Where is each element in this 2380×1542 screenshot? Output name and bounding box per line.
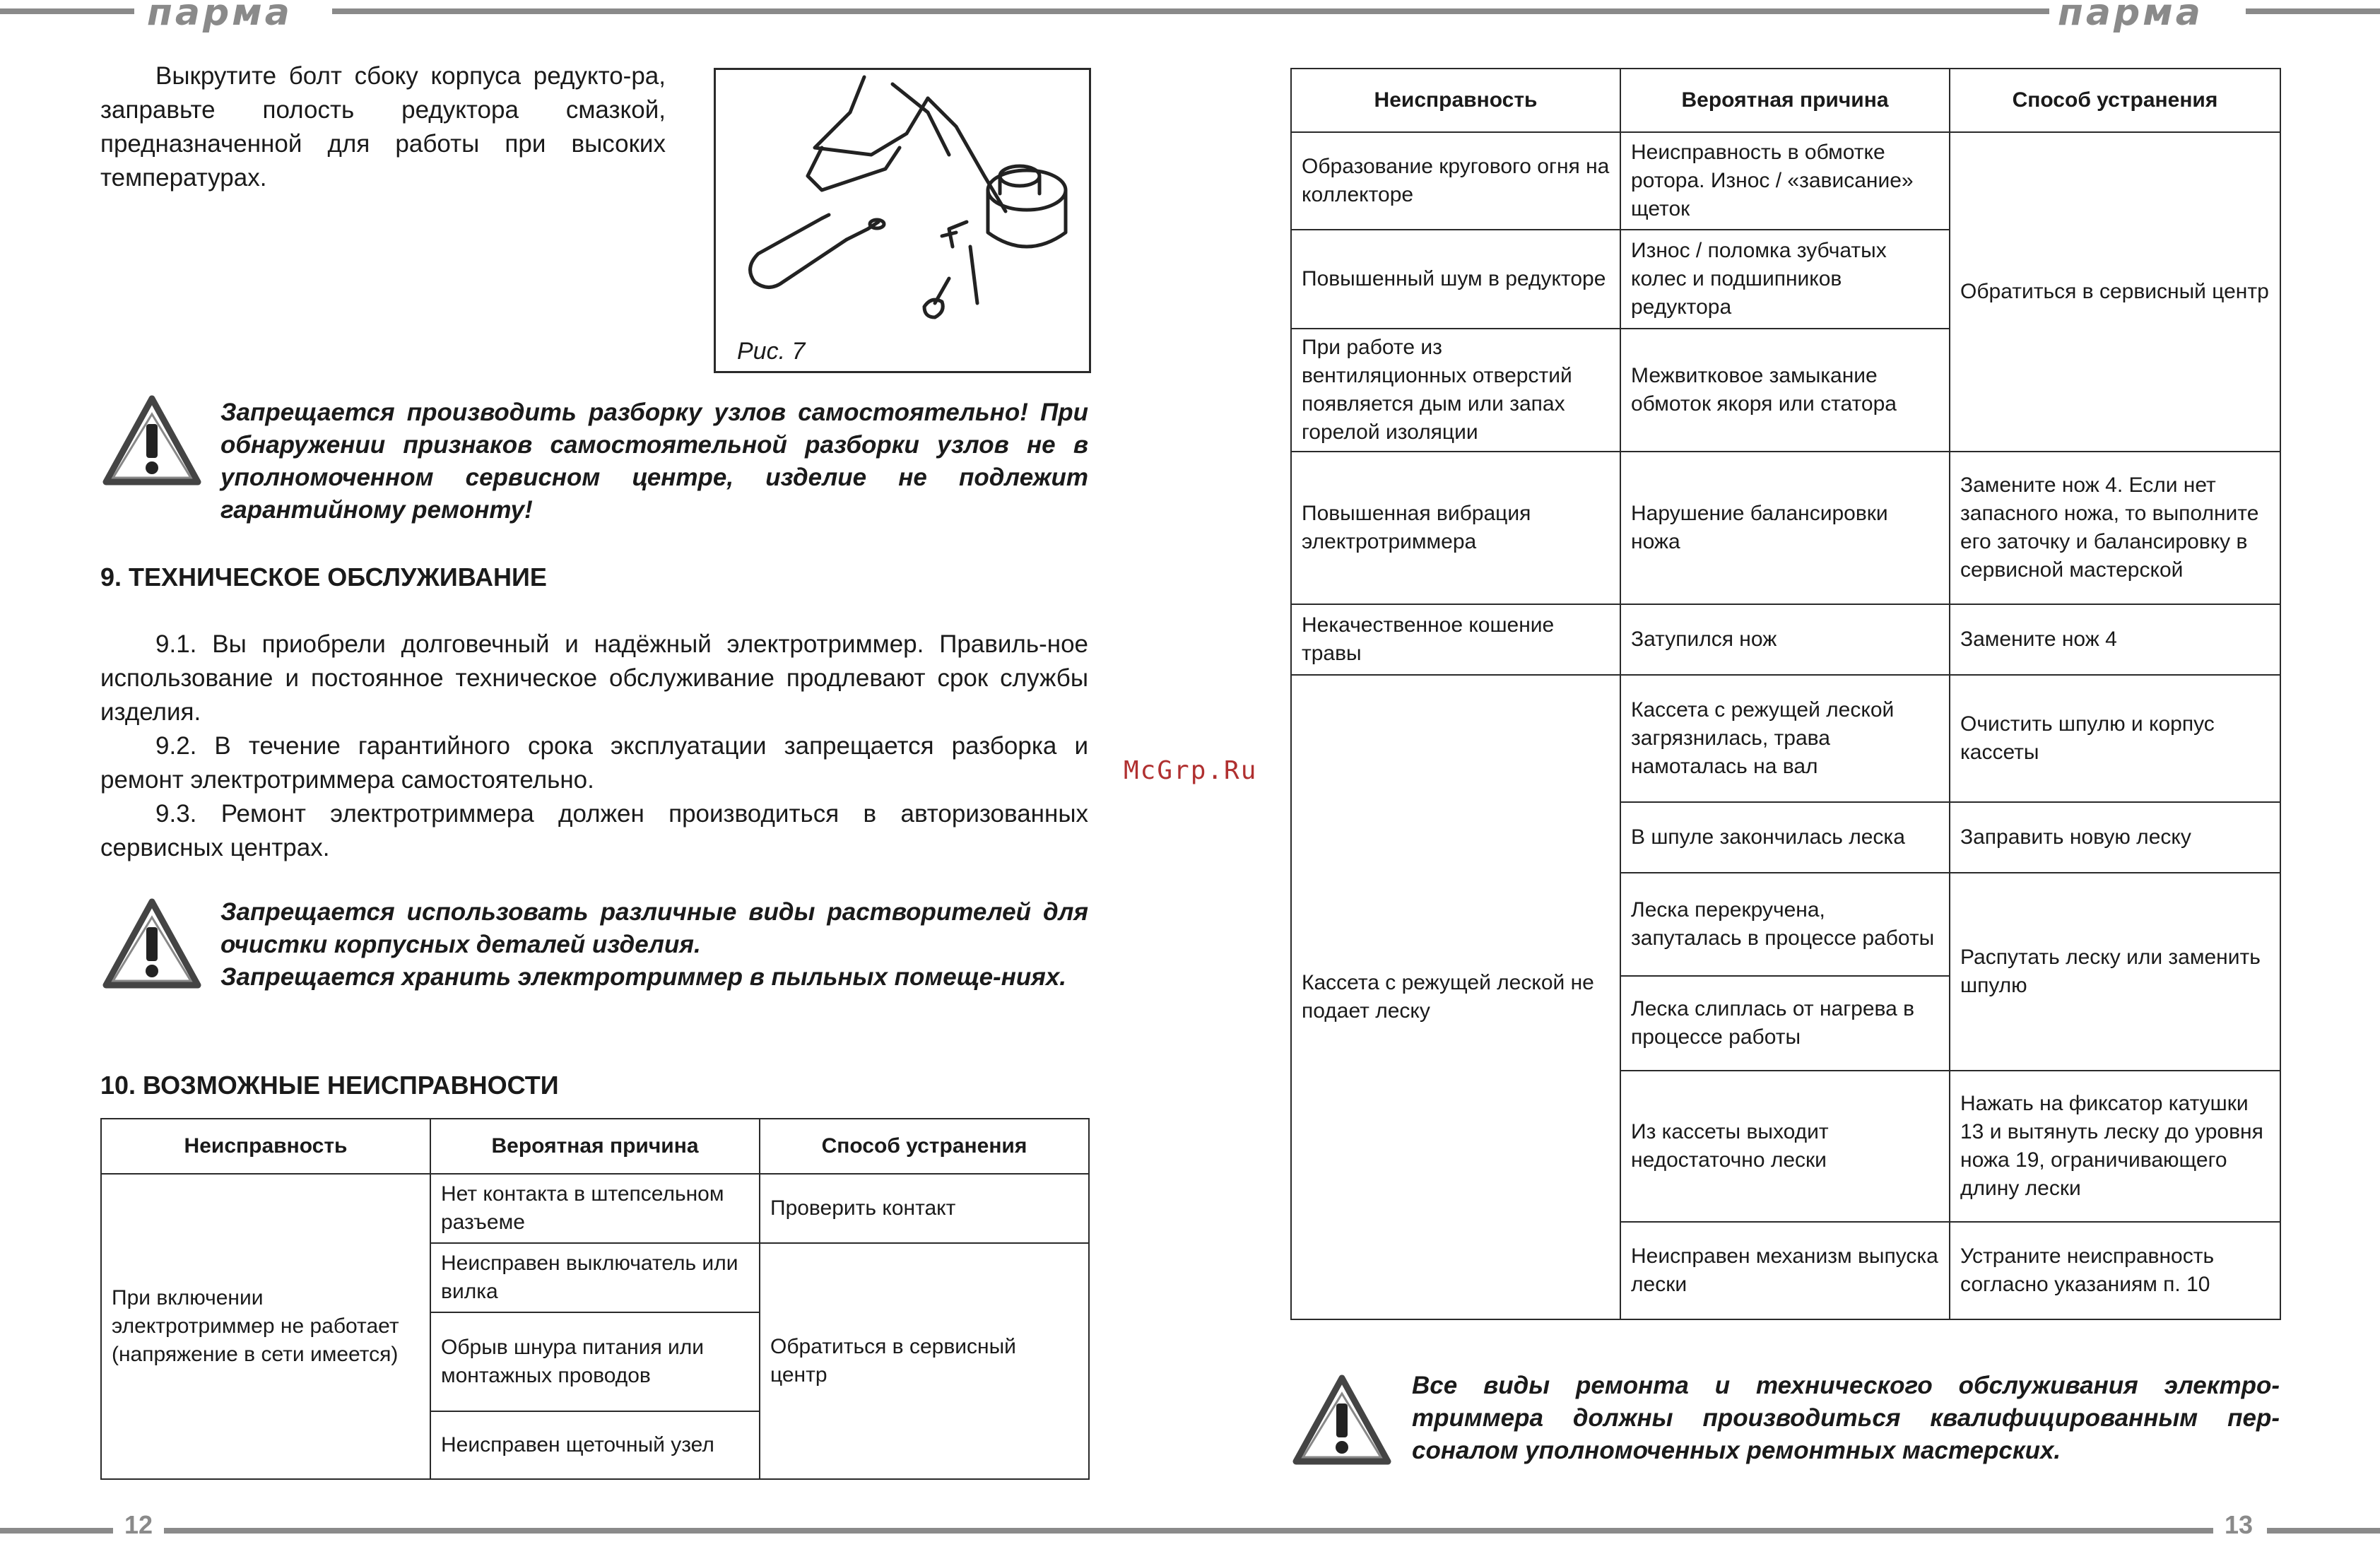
cause-cell: Износ / поломка зубчатых колес и подшипников редуктора <box>1620 230 1950 329</box>
page-number-right: 13 <box>2225 1510 2254 1539</box>
cause-cell: Неисправен механизм выпуска лески <box>1620 1222 1950 1319</box>
faults-table-right <box>1290 68 2281 1320</box>
cause-cell: Леска слиплась от нагрева в процессе работы <box>1620 976 1950 1071</box>
column-header: Неисправность <box>101 1119 430 1174</box>
fix-cell: Заправить новую леску <box>1950 802 2280 873</box>
warning-triangle-icon <box>100 393 204 489</box>
warning-disassembly: Запрещается производить разборку узлов самостоятельно! При обнаружении признаков самостоятельной разборки узлов не в уполномоченном сервисном центре, изделие не подлежит гарантийному ремонту! <box>220 399 1088 524</box>
fix-cell: Замените нож 4 <box>1950 604 2280 675</box>
figure-caption: Рис. 7 <box>737 338 806 365</box>
column-header: Вероятная причина <box>430 1119 760 1174</box>
column-header: Вероятная причина <box>1620 69 1950 132</box>
warning-solvents: Запрещается использовать различные виды растворителей для очистки корпусных деталей изделия. <box>220 898 1088 958</box>
cause-cell: Обрыв шнура питания или монтажных проводов <box>430 1312 760 1411</box>
fix-cell: Обратиться в сервисный центр <box>760 1243 1089 1479</box>
cause-cell: Неисправен выключатель или вилка <box>430 1243 760 1312</box>
warning-dusty-storage: Запрещается хранить электротриммер в пыльных помеще-ниях. <box>220 963 1067 991</box>
grease-gun-illustration <box>716 70 1089 371</box>
brand-logo-left: парма <box>147 0 293 34</box>
fault-cell: Образование кругового огня на коллекторе <box>1291 132 1620 230</box>
header-rule-left-b <box>332 8 1420 14</box>
header-rule-right-b <box>2246 8 2380 14</box>
warning-triangle-icon <box>1290 1372 1394 1469</box>
fix-cell: Устраните неисправность согласно указаниям п. 10 <box>1950 1222 2280 1319</box>
warning-solvents-block <box>220 896 1088 994</box>
cause-cell: Леска перекручена, запуталась в процессе работы <box>1620 873 1950 976</box>
fix-cell: Нажать на фиксатор катушки 13 и вытянуть леску до уровня ножа 19, ограничивающего длину лески <box>1950 1071 2280 1222</box>
watermark: McGrp.Ru <box>1124 756 1258 785</box>
fix-cell: Замените нож 4. Если нет запасного ножа, то выполните его заточку и балансировку в сервисной мастерской <box>1950 452 2280 604</box>
header-rule-right-a <box>1420 8 2049 14</box>
cause-cell: Нет контакта в штепсельном разъеме <box>430 1174 760 1243</box>
page-number-left: 12 <box>124 1510 153 1539</box>
fault-cell: При работе из вентиляционных отверстий появляется дым или запах горелой изоляции <box>1291 329 1620 452</box>
footer-rule-right-b <box>2267 1528 2380 1534</box>
fault-cell: При включении электротриммер не работает (напряжение в сети имеется) <box>101 1174 430 1479</box>
fault-cell: Некачественное кошение травы <box>1291 604 1620 675</box>
brand-logo-right: парма <box>2058 0 2203 34</box>
cause-cell: Нарушение балансировки ножа <box>1620 452 1950 604</box>
fault-cell: Повышенная вибрация электротриммера <box>1291 452 1620 604</box>
cause-cell: Неисправность в обмотке ротора. Износ / «зависание» щеток <box>1620 132 1950 230</box>
fix-cell: Распутать леску или заменить шпулю <box>1950 873 2280 1071</box>
paragraph-9-2: 9.2. В течение гарантийного срока эксплуатации запрещается разборка и ремонт электротриммера самостоятельно. <box>100 732 1088 794</box>
fix-cell: Обратиться в сервисный центр <box>1950 132 2280 452</box>
column-header: Способ устранения <box>1950 69 2280 132</box>
cause-cell: Кассета с режущей леской загрязнилась, трава намоталась на вал <box>1620 675 1950 802</box>
fault-cell: Кассета с режущей леской не подает леску <box>1291 675 1620 1319</box>
header-rule-left-a <box>0 8 134 14</box>
cause-cell: В шпуле закончилась леска <box>1620 802 1950 873</box>
intro-text: Выкрутите болт сбоку корпуса редукто-ра, заправьте полость редуктора смазкой, предназначенной для работы при высоких температурах. <box>100 62 666 192</box>
cause-cell: Затупился нож <box>1620 604 1950 675</box>
section-10-title: 10. ВОЗМОЖНЫЕ НЕИСПРАВНОСТИ <box>100 1071 559 1100</box>
fix-cell: Очистить шпулю и корпус кассеты <box>1950 675 2280 802</box>
paragraph-9-3: 9.3. Ремонт электротриммера должен производиться в авторизованных сервисных центрах. <box>100 800 1088 861</box>
section-9-title: 9. ТЕХНИЧЕСКОЕ ОБСЛУЖИВАНИЕ <box>100 563 547 592</box>
cause-cell: Из кассеты выходит недостаточно лески <box>1620 1071 1950 1222</box>
figure-7 <box>714 68 1091 373</box>
warning-qualified-service: Все виды ремонта и технического обслуживания электро-триммера должны производиться квалифицированным пер-соналом уполномоченных ремонтных мастерских. <box>1412 1372 2280 1464</box>
fix-cell: Проверить контакт <box>760 1174 1089 1243</box>
fault-cell: Повышенный шум в редукторе <box>1291 230 1620 329</box>
footer-rule-left-b <box>164 1528 1139 1534</box>
cause-cell: Межвитковое замыкание обмоток якоря или статора <box>1620 329 1950 452</box>
footer-rule-right-a <box>1139 1528 2213 1534</box>
warning-triangle-icon <box>100 896 204 992</box>
column-header: Способ устранения <box>760 1119 1089 1174</box>
footer-rule-left-a <box>0 1528 113 1534</box>
cause-cell: Неисправен щеточный узел <box>430 1411 760 1479</box>
column-header: Неисправность <box>1291 69 1620 132</box>
paragraph-9-1: 9.1. Вы приобрели долговечный и надёжный электротриммер. Правиль-ное использование и постоянное техническое обслуживание продлевают срок службы изделия. <box>100 630 1088 726</box>
faults-table-left <box>100 1118 1090 1480</box>
